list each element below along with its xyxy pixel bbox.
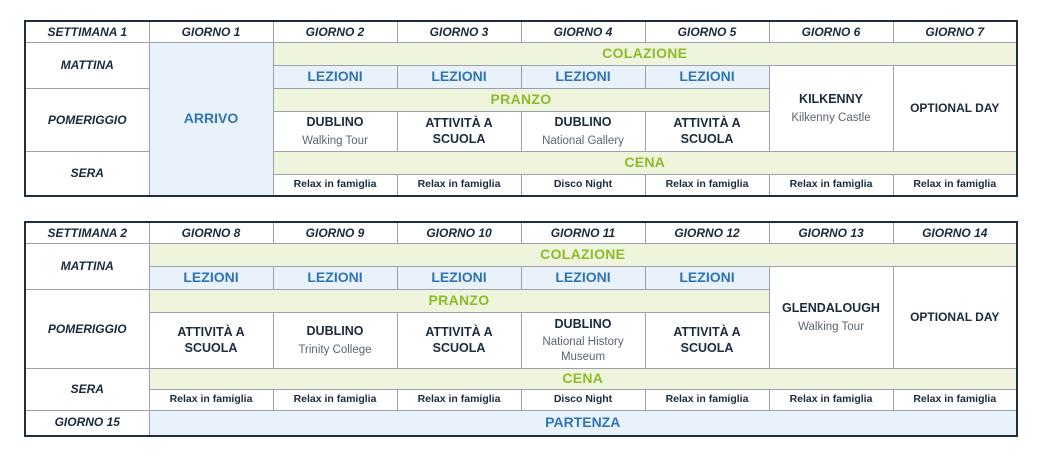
week1-schedule-table <box>24 20 1018 197</box>
week1-row-mattina: MATTINA <box>25 43 149 89</box>
week2-afternoon-day8: ATTIVITÀ A SCUOLA <box>149 313 273 369</box>
week1-afternoon-day2-sub: Walking Tour <box>302 134 368 147</box>
week2-afternoon-day9-sub: Trinity College <box>298 343 372 356</box>
week2-header-day11: GIORNO 11 <box>521 222 645 244</box>
week1-header-day2: GIORNO 2 <box>273 21 397 43</box>
week1-header-row <box>25 21 1017 43</box>
week2-afternoon-day9 <box>273 313 397 369</box>
week2-evening-day12: Relax in famiglia <box>645 390 769 411</box>
week2-header-row <box>25 222 1017 244</box>
week1-afternoon-day4 <box>521 112 645 152</box>
week1-header-day3: GIORNO 3 <box>397 21 521 43</box>
week1-evening-day7: Relax in famiglia <box>893 175 1017 197</box>
week2-partenza: PARTENZA <box>149 411 1017 436</box>
week1-evening-day3: Relax in famiglia <box>397 175 521 197</box>
week2-row-sera: SERA <box>25 369 149 411</box>
week2-evening-day13: Relax in famiglia <box>769 390 893 411</box>
week1-header-day7: GIORNO 7 <box>893 21 1017 43</box>
week2-day13-sub: Walking Tour <box>798 320 864 333</box>
week2-evening-day11: Disco Night <box>521 390 645 411</box>
week1-evening-day5: Relax in famiglia <box>645 175 769 197</box>
week2-header-day13: GIORNO 13 <box>769 222 893 244</box>
week2-afternoon-day11 <box>521 313 645 369</box>
week2-lezioni-day11: LEZIONI <box>521 267 645 290</box>
week1-afternoon-day3: ATTIVITÀ A SCUOLA <box>397 112 521 152</box>
week2-lezioni-day10: LEZIONI <box>397 267 521 290</box>
week2-header-day12: GIORNO 12 <box>645 222 769 244</box>
week1-afternoon-day4-title: DUBLINO <box>554 115 612 129</box>
week2-day13-title: GLENDALOUGH <box>782 301 880 315</box>
week1-header-week: SETTIMANA 1 <box>25 21 149 43</box>
week1-header-day5: GIORNO 5 <box>645 21 769 43</box>
week1-header-day4: GIORNO 4 <box>521 21 645 43</box>
week1-evening-day6: Relax in famiglia <box>769 175 893 197</box>
week1-evening-day4: Disco Night <box>521 175 645 197</box>
week2-lezioni-day12: LEZIONI <box>645 267 769 290</box>
week1-header-day1: GIORNO 1 <box>149 21 273 43</box>
week1-lezioni-day2: LEZIONI <box>273 66 397 89</box>
week2-pranzo: PRANZO <box>149 290 769 313</box>
week1-row-sera: SERA <box>25 152 149 197</box>
week2-schedule-table <box>24 221 1018 437</box>
week2-lezioni-day8: LEZIONI <box>149 267 273 290</box>
week2-header-day10: GIORNO 10 <box>397 222 521 244</box>
week2-afternoon-day12: ATTIVITÀ A SCUOLA <box>645 313 769 369</box>
week1-lezioni-day5: LEZIONI <box>645 66 769 89</box>
week2-afternoon-day10: ATTIVITÀ A SCUOLA <box>397 313 521 369</box>
week2-evening-day10: Relax in famiglia <box>397 390 521 411</box>
week1-colazione: COLAZIONE <box>273 43 1017 66</box>
week2-row-pomeriggio: POMERIGGIO <box>25 290 149 369</box>
week1-afternoon-day2 <box>273 112 397 152</box>
week2-evening-day8: Relax in famiglia <box>149 390 273 411</box>
week1-lezioni-day3: LEZIONI <box>397 66 521 89</box>
week2-header-day8: GIORNO 8 <box>149 222 273 244</box>
week2-evening-day14: Relax in famiglia <box>893 390 1017 411</box>
week2-day14-optional: OPTIONAL DAY <box>893 267 1017 369</box>
week1-day6-title: KILKENNY <box>799 92 863 106</box>
week1-day6-sub: Kilkenny Castle <box>791 111 871 124</box>
week1-evening-day2: Relax in famiglia <box>273 175 397 197</box>
week1-lezioni-day4: LEZIONI <box>521 66 645 89</box>
week1-cena: CENA <box>273 152 1017 175</box>
week2-cena: CENA <box>149 369 1017 390</box>
week2-lezioni-day9: LEZIONI <box>273 267 397 290</box>
week1-day7-optional: OPTIONAL DAY <box>893 66 1017 152</box>
week2-evening-day9: Relax in famiglia <box>273 390 397 411</box>
week1-afternoon-day2-title: DUBLINO <box>306 115 364 129</box>
week2-header-day9: GIORNO 9 <box>273 222 397 244</box>
week1-pranzo: PRANZO <box>273 89 769 112</box>
week1-day6-kilkenny <box>769 66 893 152</box>
week2-header-week: SETTIMANA 2 <box>25 222 149 244</box>
week1-arrivo: ARRIVO <box>149 43 273 197</box>
week1-afternoon-day4-sub: National Gallery <box>542 134 624 147</box>
week2-afternoon-day11-title: DUBLINO <box>554 316 612 331</box>
week2-row-mattina: MATTINA <box>25 244 149 290</box>
week2-day13-glendalough <box>769 267 893 369</box>
week2-afternoon-day9-title: DUBLINO <box>306 324 364 338</box>
week1-header-day6: GIORNO 6 <box>769 21 893 43</box>
week1-row-pomeriggio: POMERIGGIO <box>25 89 149 152</box>
week1-afternoon-day5: ATTIVITÀ A SCUOLA <box>645 112 769 152</box>
week2-colazione: COLAZIONE <box>149 244 1017 267</box>
week2-row-giorno15: GIORNO 15 <box>25 411 149 436</box>
week2-header-day14: GIORNO 14 <box>893 222 1017 244</box>
week2-afternoon-day11-sub: National History Museum <box>542 336 624 363</box>
